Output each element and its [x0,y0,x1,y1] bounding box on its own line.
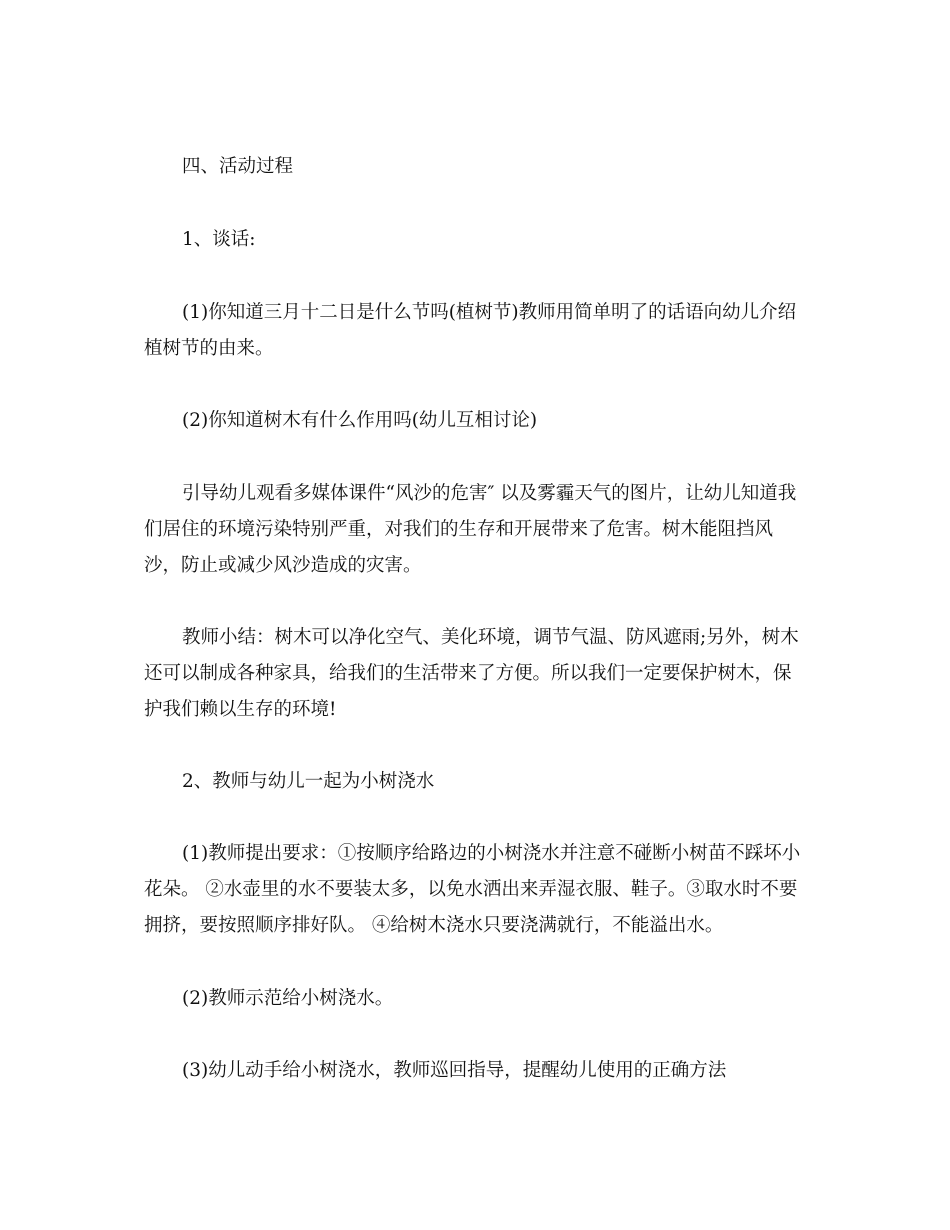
subsection-heading: 1、谈话: [182,229,256,250]
paragraph: (1)教师提出要求：①按顺序给路边的小树浇水并注意不碰断小树苗不踩坏小花朵。 ②水壶里的水不要装太多，以免水洒出来弄湿衣服、鞋子。③取水时不要拥挤，要按照顺序排好队。 ④给树木浇水只要浇满就行，不能溢出水。 [144,843,801,936]
paragraph: (1)你知道三月十二日是什么节吗(植树节)教师用简单明了的话语向幼儿介绍植树节的由来。 [144,302,797,359]
paragraph: (2)教师示范给小树浇水。 [182,988,394,1009]
subsection-heading: 2、教师与幼儿一起为小树浇水 [182,771,435,792]
paragraph: (2)你知道树木有什么作用吗(幼儿互相讨论) [182,410,538,431]
paragraph: 引导幼儿观看多媒体课件“风沙的危害″ 以及雾霾天气的图片，让幼儿知道我们居住的环境污染特别严重，对我们的生存和开展带来了危害。树木能阻挡风沙，防止或减少风沙造成的灾害。 [144,483,797,576]
section-heading: 四、活动过程 [182,156,294,177]
paragraph: (3)幼儿动手给小树浇水，教师巡回指导，提醒幼儿使用的正确方法 [182,1060,727,1081]
paragraph: 教师小结：树木可以净化空气、美化环境，调节气温、防风遮雨;另外，树木还可以制成各种家具，给我们的生活带来了方便。所以我们一定要保护树木，保护我们赖以生存的环境! [144,627,799,720]
